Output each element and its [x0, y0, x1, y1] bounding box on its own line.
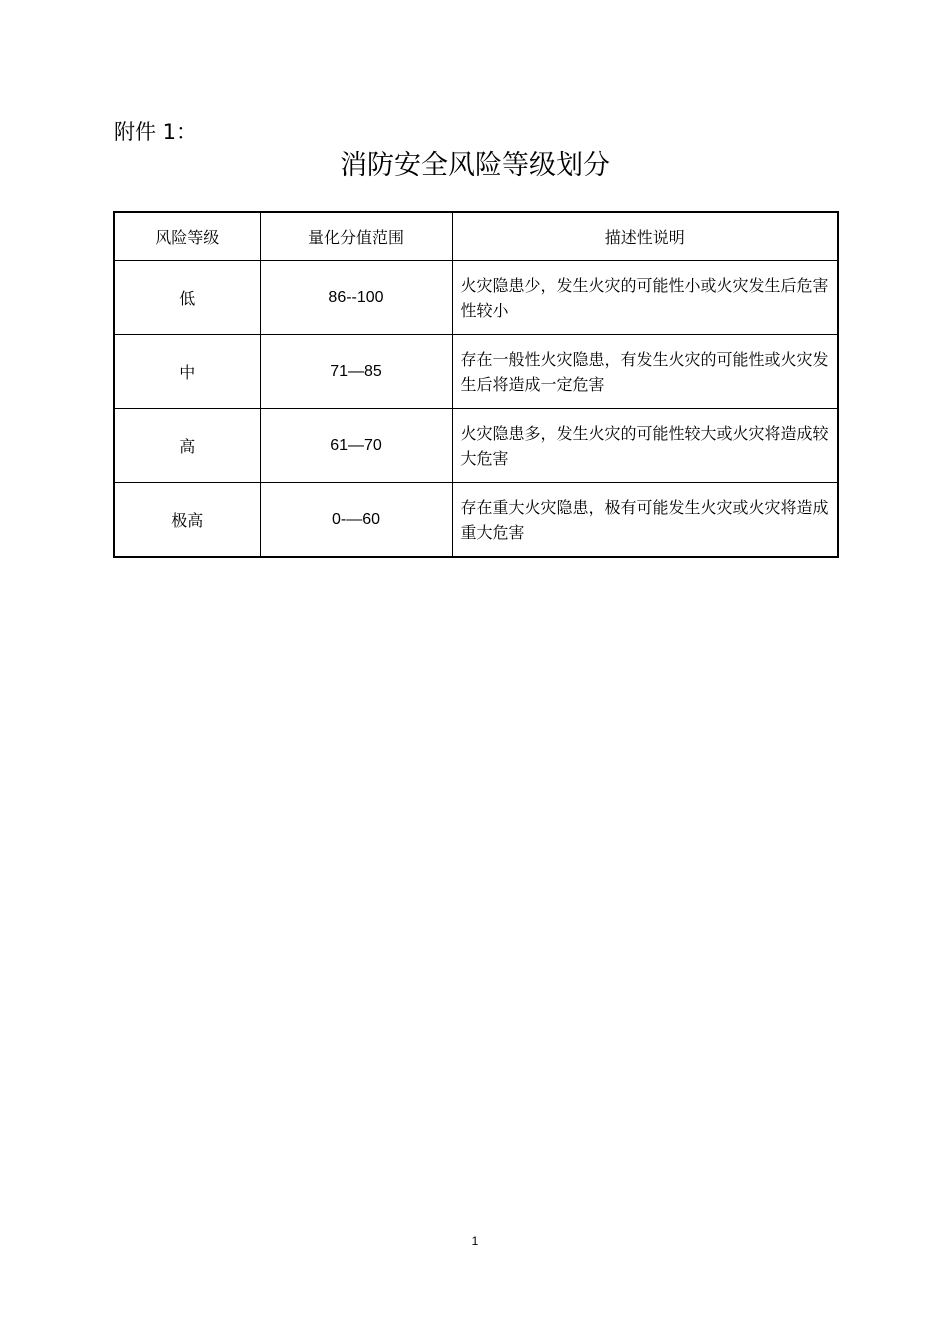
table-row [114, 335, 838, 409]
description-cell: 存在重大火灾隐患，极有可能发生火灾或火灾将造成重大危害 [452, 483, 838, 558]
document-title: 消防安全风险等级划分 [340, 150, 610, 181]
table-row [114, 409, 838, 483]
risk-level-cell: 高 [114, 409, 260, 483]
header-description: 描述性说明 [452, 212, 838, 261]
score-range-cell: 61—70 [260, 409, 452, 483]
score-range-cell: 86--100 [260, 261, 452, 335]
table-row [114, 261, 838, 335]
risk-level-cell: 极高 [114, 483, 260, 558]
description-cell: 存在一般性火灾隐患，有发生火灾的可能性或火灾发生后将造成一定危害 [452, 335, 838, 409]
risk-level-cell: 中 [114, 335, 260, 409]
header-score-range: 量化分值范围 [260, 212, 452, 261]
description-cell: 火灾隐患少，发生火灾的可能性小或火灾发生后危害性较小 [452, 261, 838, 335]
page-number: 1 [471, 1234, 479, 1248]
risk-level-cell: 低 [114, 261, 260, 335]
table-header-row [114, 212, 838, 261]
description-cell: 火灾隐患多，发生火灾的可能性较大或火灾将造成较大危害 [452, 409, 838, 483]
attachment-label: 附件 1： [114, 120, 198, 144]
table-row [114, 483, 838, 558]
risk-level-table [113, 211, 839, 558]
score-range-cell: 71—85 [260, 335, 452, 409]
score-range-cell: 0-—60 [260, 483, 452, 558]
header-risk-level: 风险等级 [114, 212, 260, 261]
